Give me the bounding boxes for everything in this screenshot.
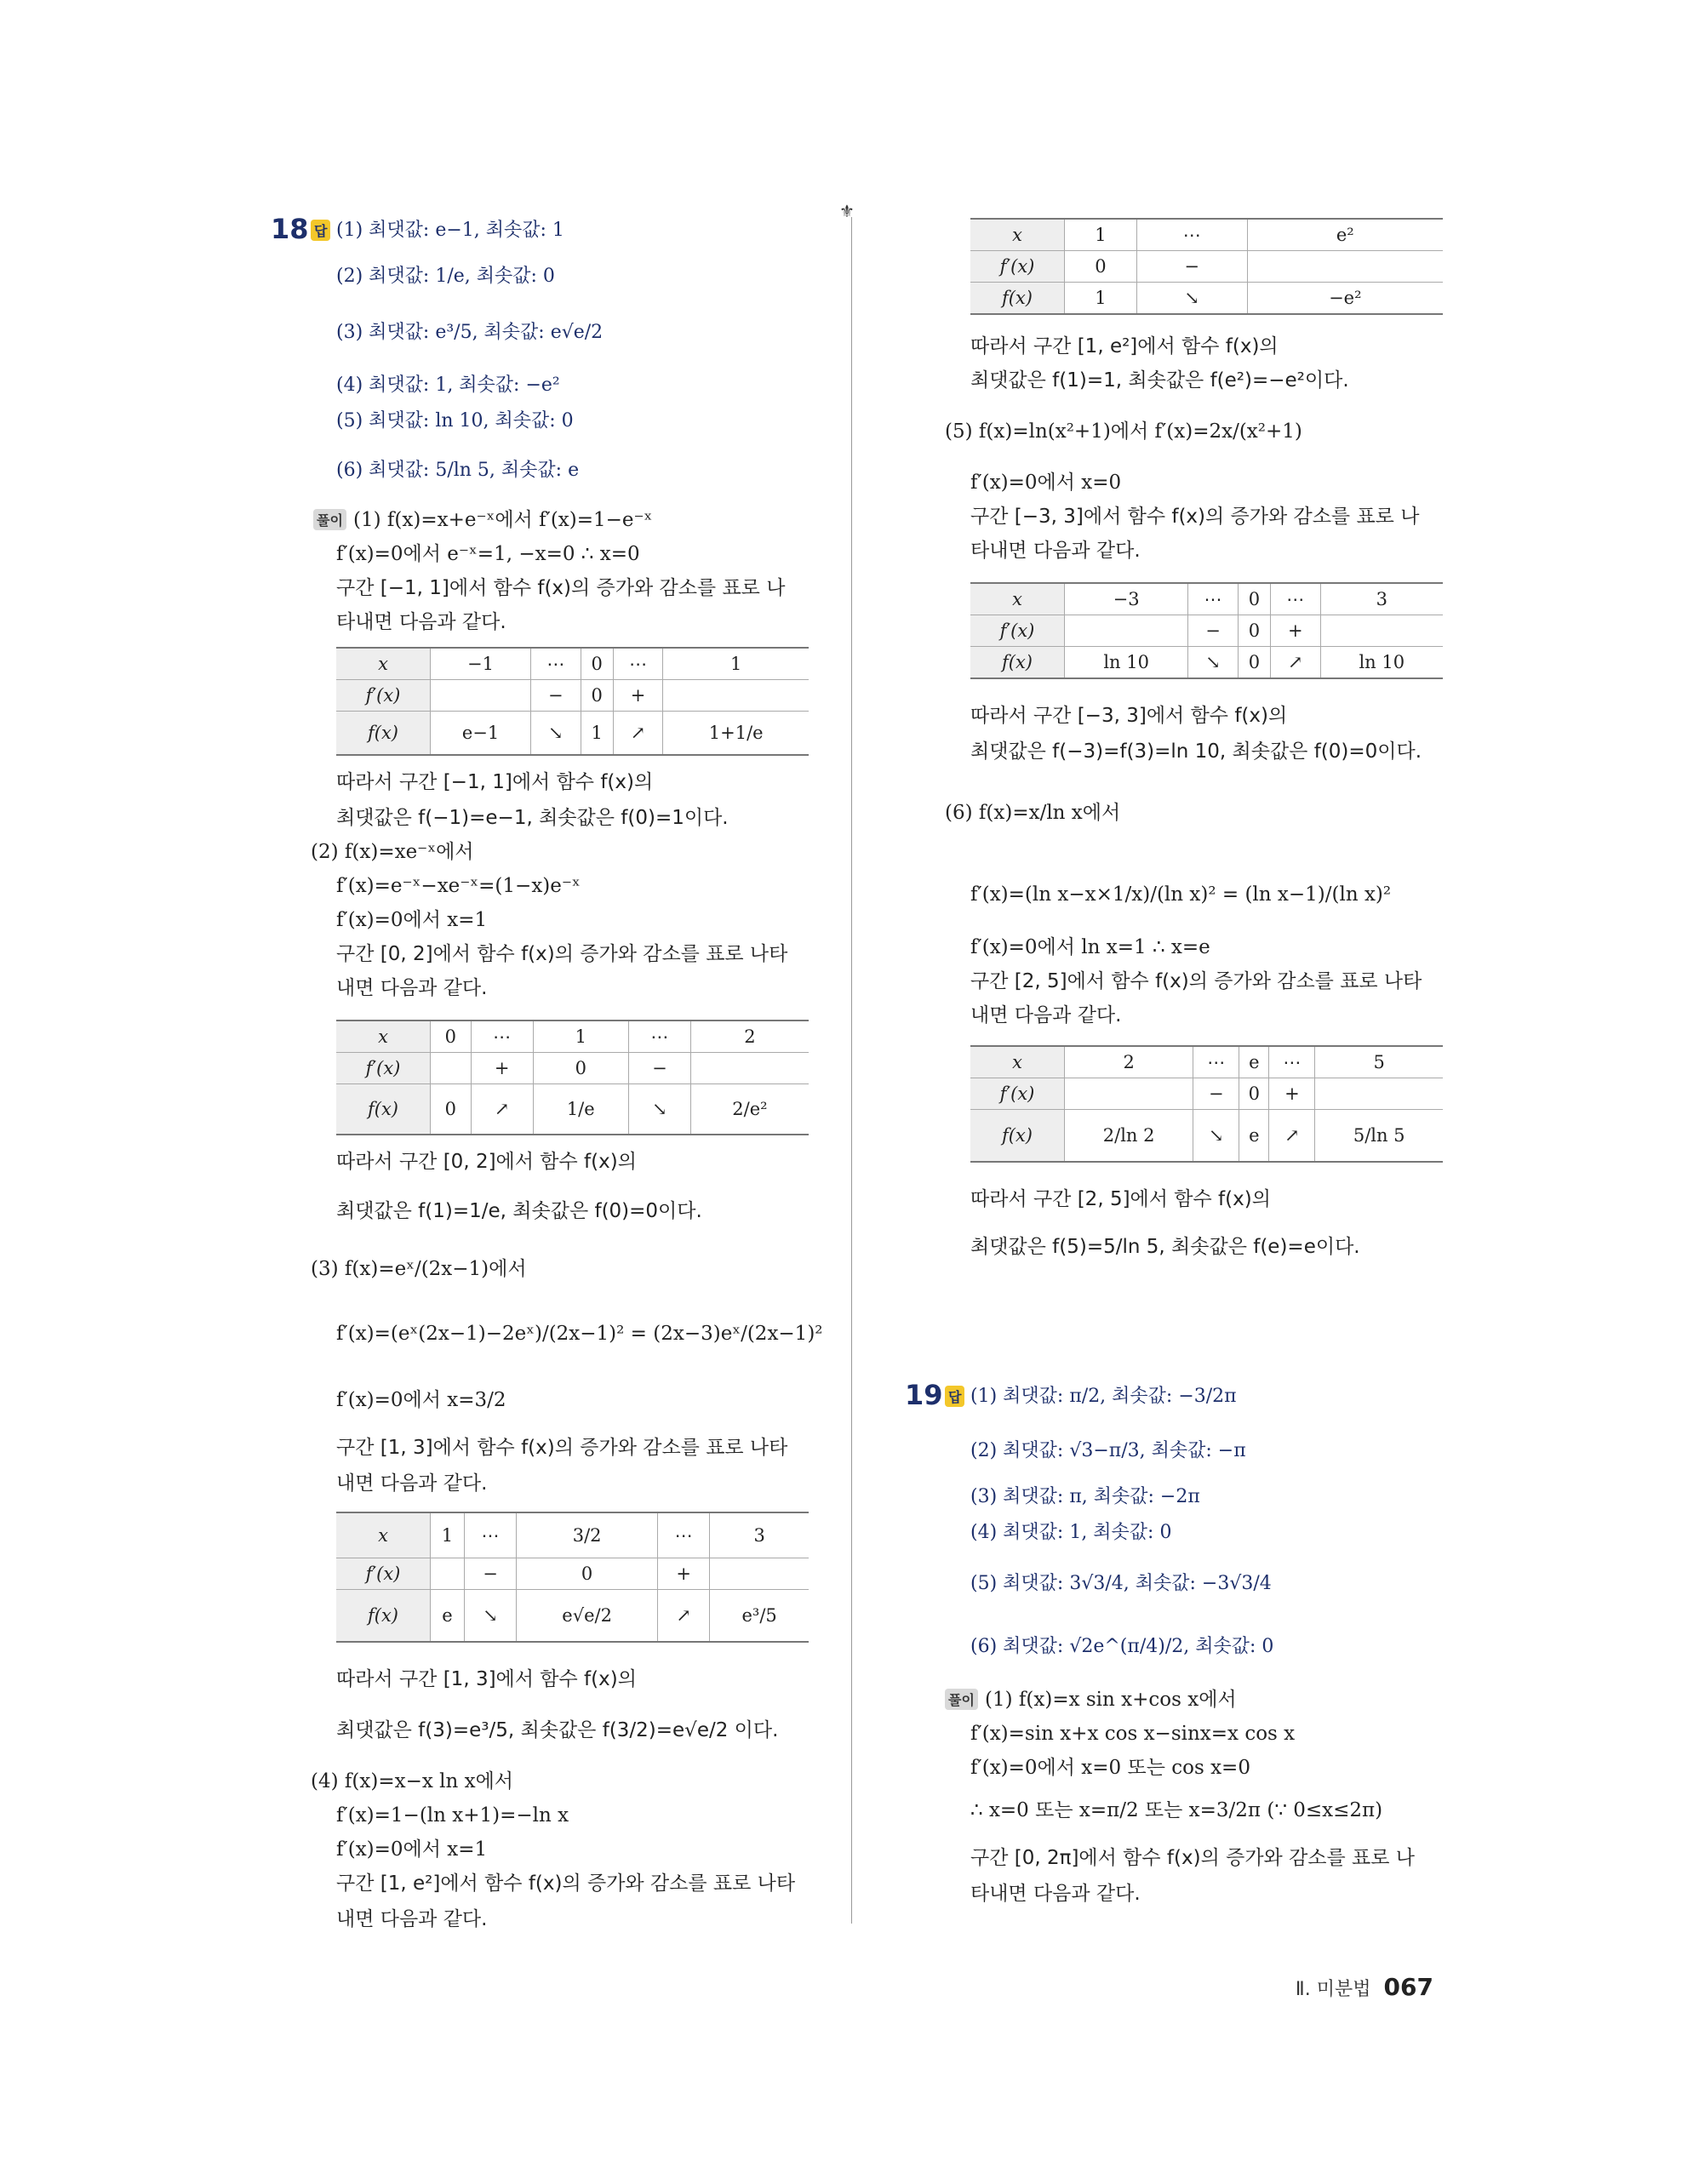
sol18-p3-l5: 내면 다음과 같다. <box>336 1472 488 1495</box>
sol18-p4-after1: 따라서 구간 [1, e²]에서 함수 f(x)의 <box>970 335 1279 357</box>
sol18-p2-l3: f′(x)=0에서 x=1 <box>336 909 488 931</box>
solution-19-tag: 풀이 <box>945 1689 978 1710</box>
sol18-p3-l3: f′(x)=0에서 x=3/2 <box>336 1389 506 1411</box>
sol18-p5-l1: (5) f(x)=ln(x²+1)에서 f′(x)=2x/(x²+1) <box>945 420 1302 443</box>
sol18-p4-after2: 최댓값은 f(1)=1, 최솟값은 f(e²)=−e²이다. <box>970 369 1349 392</box>
sol18-p1-after2: 최댓값은 f(−1)=e−1, 최솟값은 f(0)=1이다. <box>336 807 729 829</box>
sol18-p1-l2: f′(x)=0에서 e⁻ˣ=1, −x=0 ∴ x=0 <box>336 543 640 565</box>
sol18-p5-after2: 최댓값은 f(−3)=f(3)=ln 10, 최솟값은 f(0)=0이다. <box>970 740 1422 763</box>
problem-18-answer-tag: 답 <box>311 220 330 241</box>
column-ornament-icon: ⚜ <box>839 201 855 221</box>
sol18-p3-l4: 구간 [1, 3]에서 함수 f(x)의 증가와 감소를 표로 나타 <box>336 1437 788 1459</box>
sol18-p1-l3: 구간 [−1, 1]에서 함수 f(x)의 증가와 감소를 표로 나 <box>336 577 786 599</box>
page-footer <box>1296 1973 1433 2001</box>
sol19-p1-l6: 타내면 다음과 같다. <box>970 1883 1141 1905</box>
sol19-p1-l1: (1) f(x)=x sin x+cos x에서 <box>985 1689 1237 1711</box>
sol18-p5-after1: 따라서 구간 [−3, 3]에서 함수 f(x)의 <box>970 705 1288 727</box>
table-18-6: x 2 ⋯ e ⋯ 5 f′(x) − 0 + f(x) 2/ln 2 ↘ e ↗ 5/ln 5 <box>970 1045 1443 1163</box>
sol18-p3-l2: f′(x)=(eˣ(2x−1)−2eˣ)/(2x−1)² = (2x−3)eˣ/(2x−1)² <box>336 1323 823 1345</box>
sol18-p6-l5: 내면 다음과 같다. <box>970 1004 1122 1026</box>
answer-19-5: (5) 최댓값: 3√3/4, 최솟값: −3√3/4 <box>970 1573 1272 1594</box>
sol18-p6-l1: (6) f(x)=x/ln x에서 <box>945 802 1121 824</box>
problem-19-answer-tag: 답 <box>945 1386 964 1407</box>
answer-19-3: (3) 최댓값: π, 최솟값: −2π <box>970 1486 1200 1507</box>
sol18-p2-after2: 최댓값은 f(1)=1/e, 최솟값은 f(0)=0이다. <box>336 1200 702 1222</box>
answer-19-4: (4) 최댓값: 1, 최솟값: 0 <box>970 1522 1172 1543</box>
sol18-p1-l1: (1) f(x)=x+e⁻ˣ에서 f′(x)=1−e⁻ˣ <box>353 509 653 531</box>
answer-18-1: (1) 최댓값: e−1, 최솟값: 1 <box>336 220 564 241</box>
sol19-p1-l3: f′(x)=0에서 x=0 또는 cos x=0 <box>970 1757 1250 1779</box>
problem-18-number: 18 <box>271 213 309 245</box>
sol18-p2-after1: 따라서 구간 [0, 2]에서 함수 f(x)의 <box>336 1151 637 1173</box>
sol18-p4-l2: f′(x)=1−(ln x+1)=−ln x <box>336 1804 569 1827</box>
answer-19-6: (6) 최댓값: √2e^(π/4)/2, 최솟값: 0 <box>970 1636 1274 1657</box>
sol18-p5-l3: 구간 [−3, 3]에서 함수 f(x)의 증가와 감소를 표로 나 <box>970 506 1420 528</box>
sol18-p4-l4: 구간 [1, e²]에서 함수 f(x)의 증가와 감소를 표로 나타 <box>336 1872 796 1895</box>
table-18-5: x −3 ⋯ 0 ⋯ 3 f′(x) − 0 + f(x) ln 10 ↘ 0 ↗ ln 10 <box>970 582 1443 679</box>
sol18-p3-l1: (3) f(x)=eˣ/(2x−1)에서 <box>311 1258 527 1280</box>
sol18-p6-l4: 구간 [2, 5]에서 함수 f(x)의 증가와 감소를 표로 나타 <box>970 970 1422 992</box>
solution-18-tag: 풀이 <box>313 509 346 530</box>
sol18-p6-after2: 최댓값은 f(5)=5/ln 5, 최솟값은 f(e)=e이다. <box>970 1236 1360 1258</box>
column-divider <box>851 217 852 1924</box>
answer-18-4: (4) 최댓값: 1, 최솟값: −e² <box>336 374 560 396</box>
sol18-p4-l5: 내면 다음과 같다. <box>336 1908 488 1930</box>
sol18-p4-l1: (4) f(x)=x−x ln x에서 <box>311 1770 514 1792</box>
sol18-p2-l2: f′(x)=e⁻ˣ−xe⁻ˣ=(1−x)e⁻ˣ <box>336 875 581 897</box>
table-18-1: x −1 ⋯ 0 ⋯ 1 f′(x) − 0 + f(x) e−1 ↘ 1 ↗ 1+1/e <box>336 647 809 756</box>
problem-19-number: 19 <box>905 1379 943 1411</box>
sol18-p1-after1: 따라서 구간 [−1, 1]에서 함수 f(x)의 <box>336 771 654 793</box>
sol18-p4-l3: f′(x)=0에서 x=1 <box>336 1838 488 1861</box>
sol18-p6-l3: f′(x)=0에서 ln x=1 ∴ x=e <box>970 936 1210 958</box>
sol18-p2-l4: 구간 [0, 2]에서 함수 f(x)의 증가와 감소를 표로 나타 <box>336 943 788 965</box>
table-18-3: x 1 ⋯ 3/2 ⋯ 3 f′(x) − 0 + f(x) e ↘ e√e/2 ↗ e³/5 <box>336 1512 809 1643</box>
sol19-p1-l2: f′(x)=sin x+x cos x−sinx=x cos x <box>970 1723 1296 1745</box>
answer-19-1: (1) 최댓값: π/2, 최솟값: −3/2π <box>970 1386 1237 1407</box>
sol19-p1-l5: 구간 [0, 2π]에서 함수 f(x)의 증가와 감소를 표로 나 <box>970 1847 1416 1869</box>
sol18-p5-l2: f′(x)=0에서 x=0 <box>970 472 1122 494</box>
answer-18-2: (2) 최댓값: 1/e, 최솟값: 0 <box>336 266 555 287</box>
answer-18-6: (6) 최댓값: 5/ln 5, 최솟값: e <box>336 460 580 481</box>
sol19-p1-l4: ∴ x=0 또는 x=π/2 또는 x=3/2π (∵ 0≤x≤2π) <box>970 1799 1383 1821</box>
table-18-4: x 1 ⋯ e² f′(x) 0 − f(x) 1 ↘ −e² <box>970 218 1443 315</box>
sol18-p2-l1: (2) f(x)=xe⁻ˣ에서 <box>311 841 474 863</box>
answer-18-3: (3) 최댓값: e³/5, 최솟값: e√e/2 <box>336 322 604 343</box>
sol18-p6-after1: 따라서 구간 [2, 5]에서 함수 f(x)의 <box>970 1188 1271 1210</box>
answer-19-2: (2) 최댓값: √3−π/3, 최솟값: −π <box>970 1440 1246 1461</box>
sol18-p3-after2: 최댓값은 f(3)=e³/5, 최솟값은 f(3/2)=e√e/2 이다. <box>336 1719 779 1741</box>
answer-18-5: (5) 최댓값: ln 10, 최솟값: 0 <box>336 410 574 432</box>
sol18-p1-l4: 타내면 다음과 같다. <box>336 611 506 633</box>
sol18-p5-l4: 타내면 다음과 같다. <box>970 540 1141 562</box>
footer-chapter: Ⅱ. 미분법 <box>1295 1979 1371 2000</box>
sol18-p3-after1: 따라서 구간 [1, 3]에서 함수 f(x)의 <box>336 1668 637 1690</box>
page-number: 067 <box>1383 1973 1433 2001</box>
sol18-p2-l5: 내면 다음과 같다. <box>336 977 488 999</box>
table-18-2: x 0 ⋯ 1 ⋯ 2 f′(x) + 0 − f(x) 0 ↗ 1/e ↘ 2/e² <box>336 1020 809 1135</box>
sol18-p6-l2: f′(x)=(ln x−x×1/x)/(ln x)² = (ln x−1)/(ln x)² <box>970 883 1392 906</box>
